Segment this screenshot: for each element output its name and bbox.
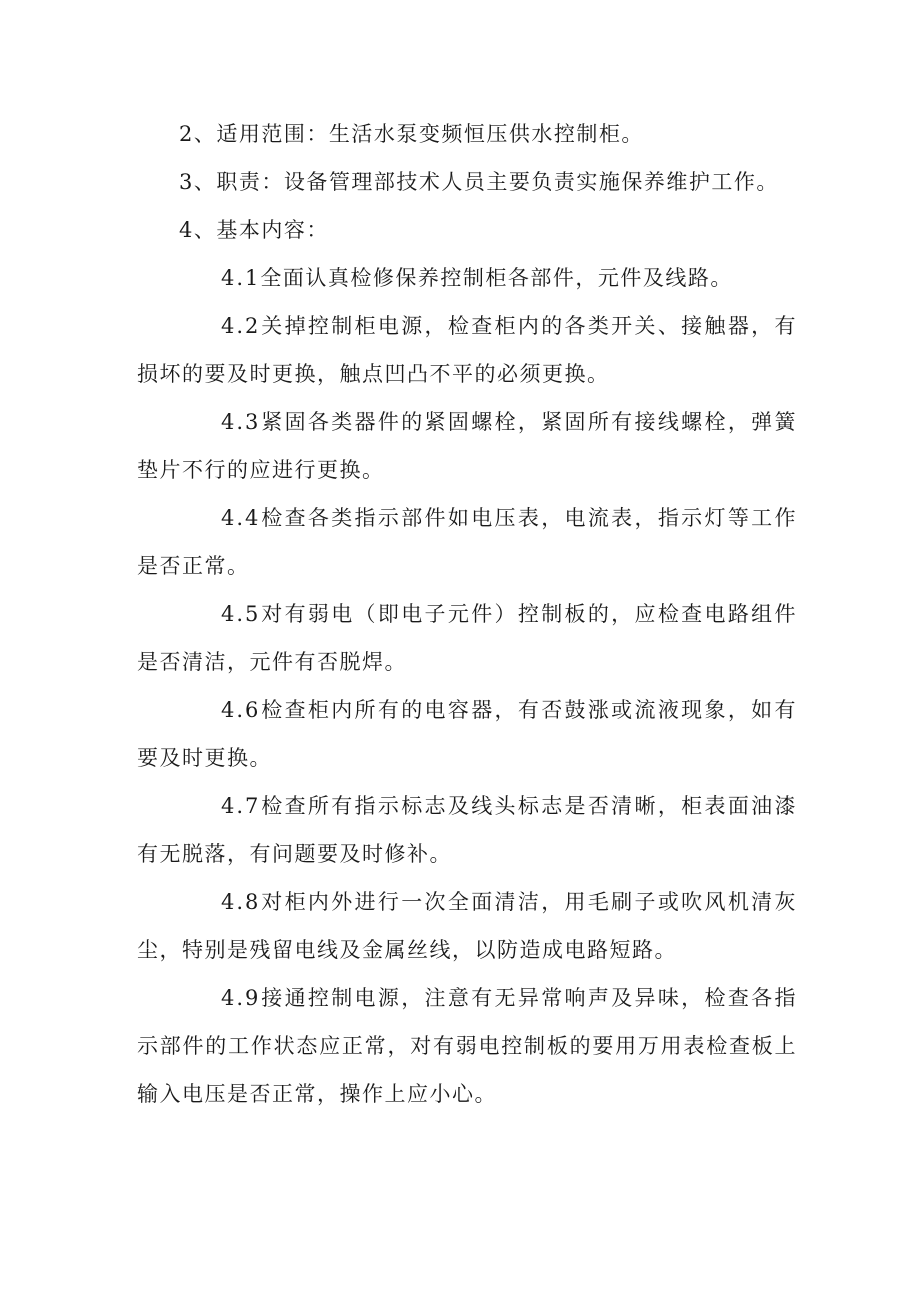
paragraph-number: 4.3 [221, 410, 261, 434]
paragraph-number: 4.4 [221, 506, 261, 530]
paragraph-basic-content [137, 206, 797, 254]
paragraph-text: 检查柜内所有的电容器，有否鼓涨或流液现象，如有要及时更换。 [137, 698, 797, 770]
document-body [137, 110, 797, 1118]
paragraph-4-1 [137, 254, 797, 302]
paragraph-4-7 [137, 782, 797, 878]
paragraph-number: 4.6 [221, 698, 261, 722]
paragraph-text: 3、职责：设备管理部技术人员主要负责实施保养维护工作。 [179, 170, 779, 194]
paragraph-text: 关掉控制柜电源，检查柜内的各类开关、接触器，有损坏的要及时更换，触点凹凸不平的必须更换。 [137, 314, 797, 386]
paragraph-scope [137, 110, 797, 158]
paragraph-number: 4.2 [221, 314, 261, 338]
paragraph-number: 4.8 [221, 890, 261, 914]
paragraph-number: 4.1 [221, 266, 261, 290]
paragraph-4-2 [137, 302, 797, 398]
paragraph-text: 检查所有指示标志及线头标志是否清晰，柜表面油漆有无脱落，有问题要及时修补。 [137, 794, 797, 866]
paragraph-4-8 [137, 878, 797, 974]
paragraph-4-6 [137, 686, 797, 782]
paragraph-4-9 [137, 974, 797, 1118]
paragraph-4-4 [137, 494, 797, 590]
paragraph-4-3 [137, 398, 797, 494]
paragraph-number: 4.7 [221, 794, 261, 818]
paragraph-text: 检查各类指示部件如电压表，电流表，指示灯等工作是否正常。 [137, 506, 797, 578]
paragraph-text: 4、基本内容： [179, 218, 329, 242]
paragraph-number: 4.5 [221, 602, 261, 626]
paragraph-number: 4.9 [221, 986, 261, 1010]
paragraph-text: 接通控制电源，注意有无异常响声及异味，检查各指示部件的工作状态应正常，对有弱电控制板的要用万用表检查板上输入电压是否正常，操作上应小心。 [137, 986, 797, 1106]
paragraph-text: 紧固各类器件的紧固螺栓，紧固所有接线螺栓，弹簧垫片不行的应进行更换。 [137, 410, 797, 482]
paragraph-responsibility [137, 158, 797, 206]
paragraph-4-5 [137, 590, 797, 686]
paragraph-text: 对柜内外进行一次全面清洁，用毛刷子或吹风机清灰尘，特别是残留电线及金属丝线，以防造成电路短路。 [137, 890, 797, 962]
paragraph-text: 全面认真检修保养控制柜各部件，元件及线路。 [260, 266, 733, 290]
paragraph-text: 2、适用范围：生活水泵变频恒压供水控制柜。 [179, 122, 644, 146]
paragraph-text: 对有弱电（即电子元件）控制板的，应检查电路组件是否清洁，元件有否脱焊。 [137, 602, 797, 674]
